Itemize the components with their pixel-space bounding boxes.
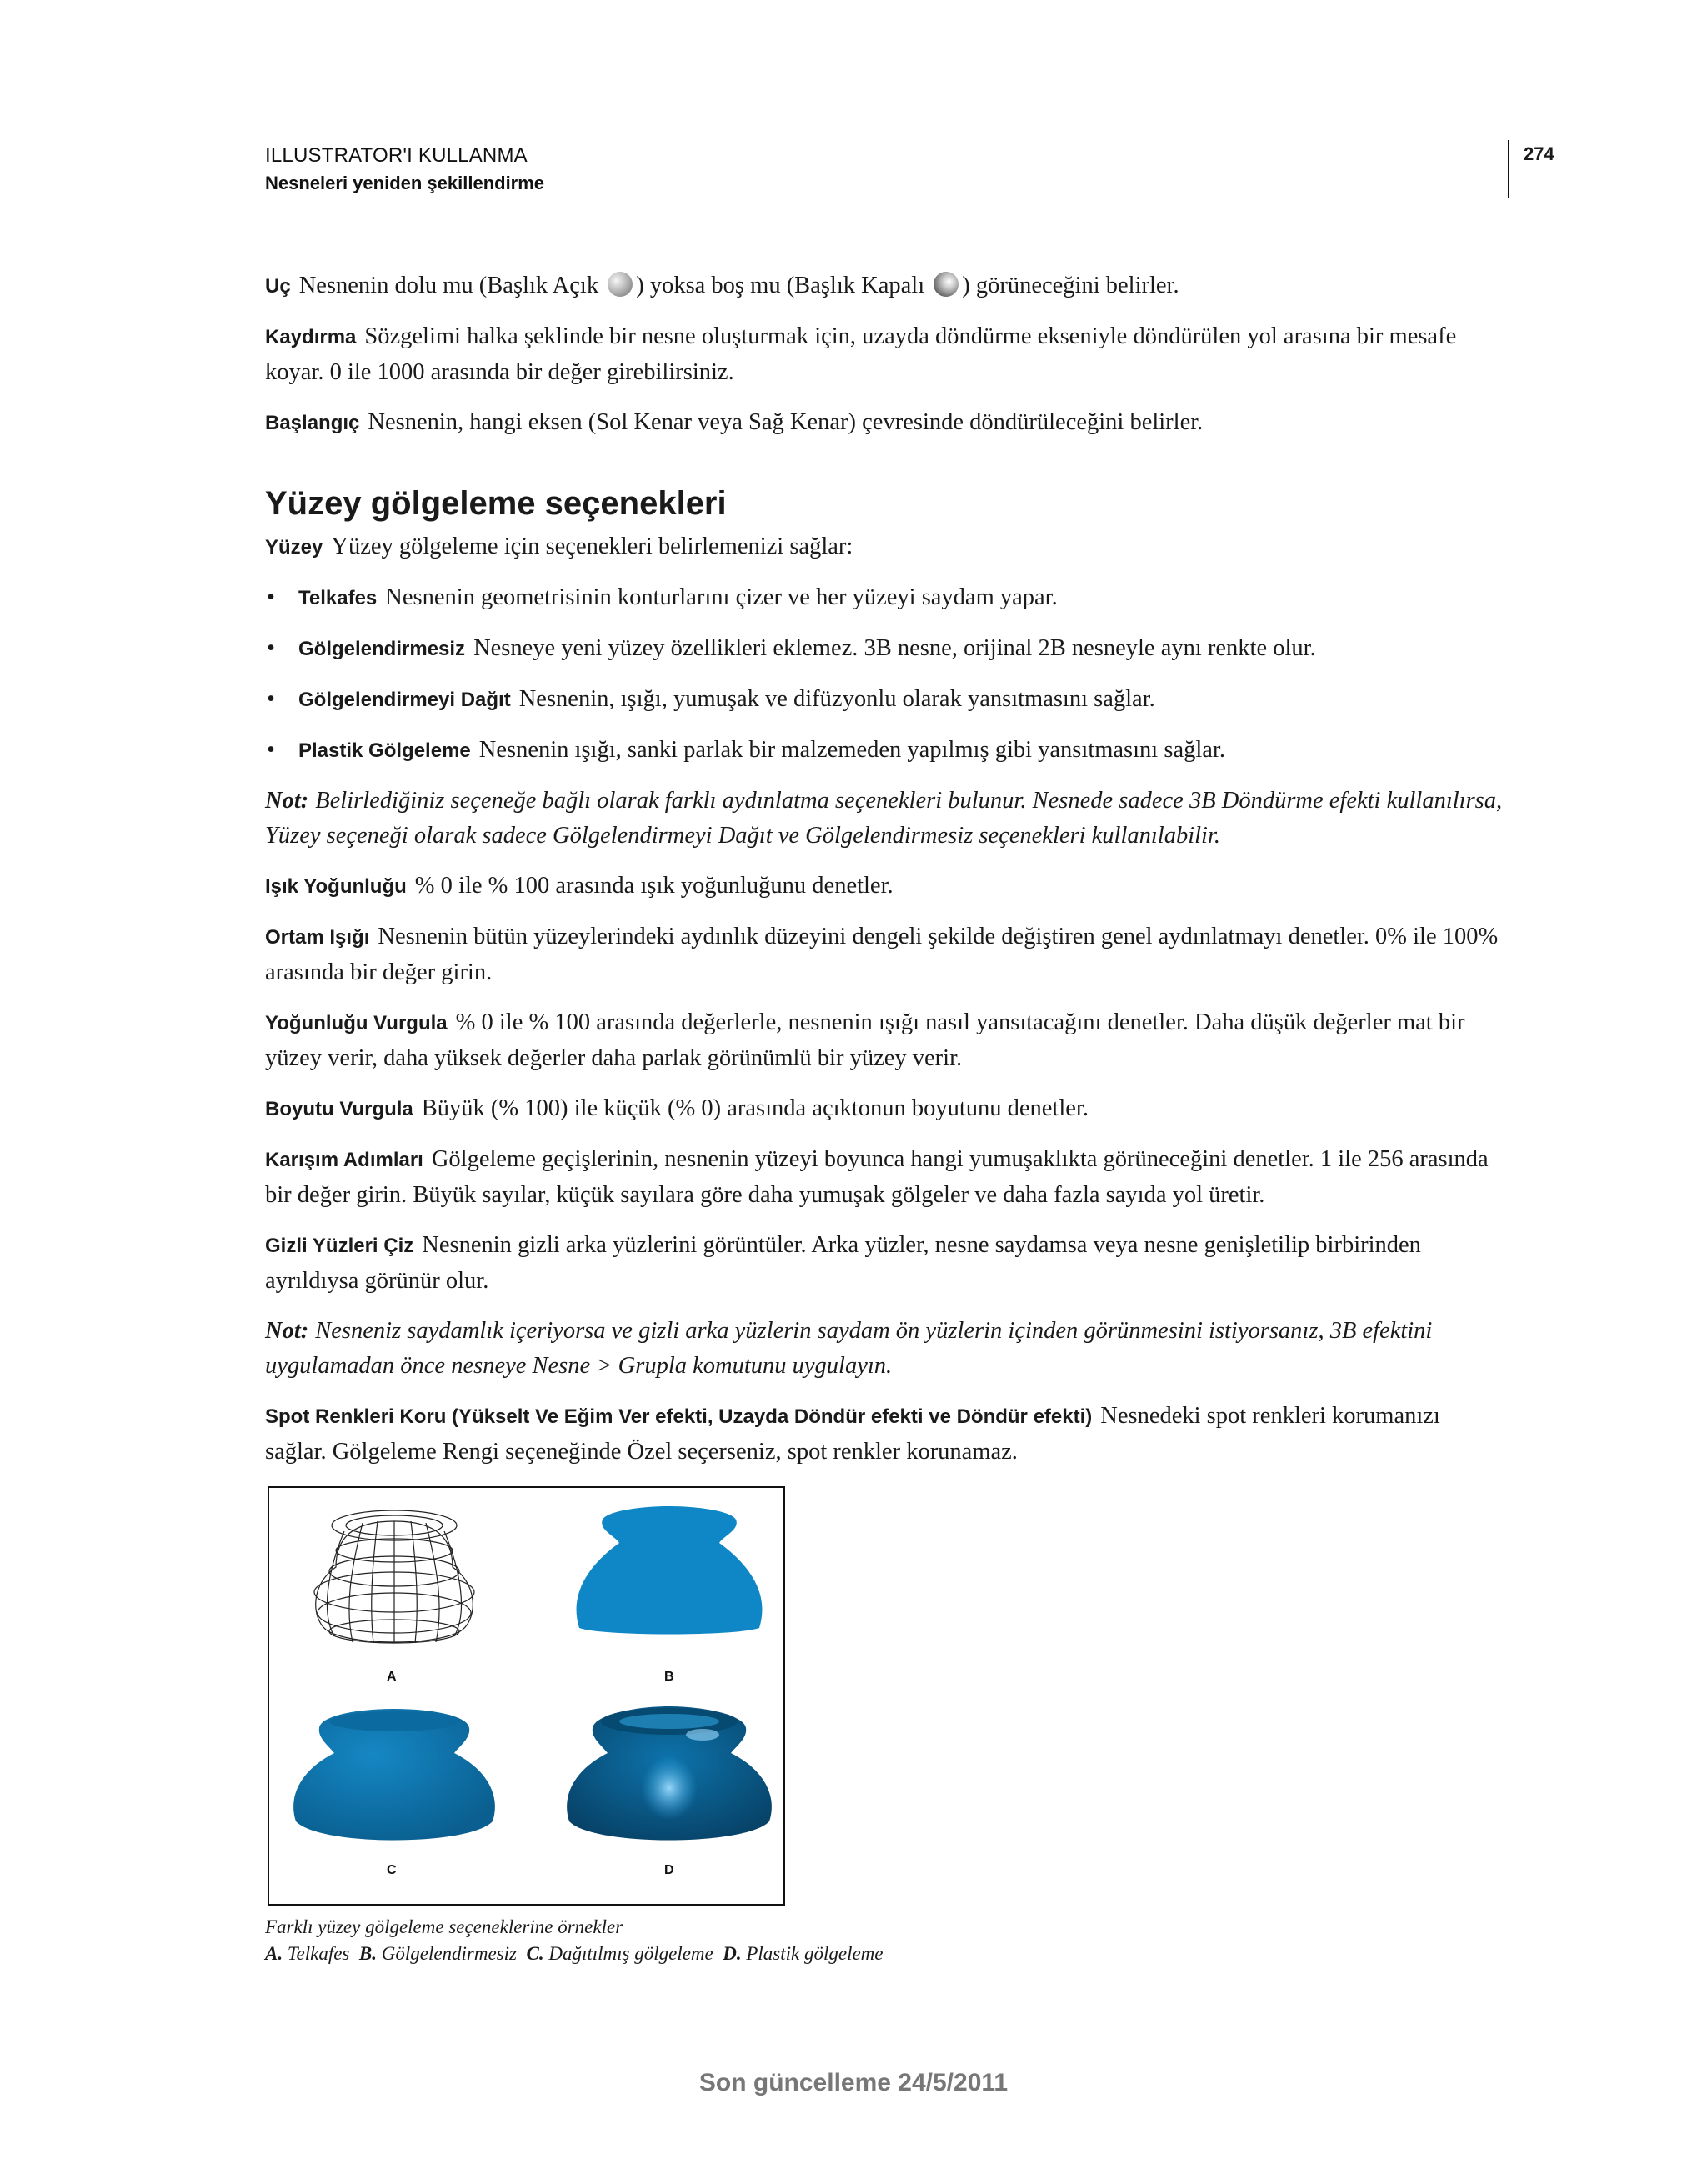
- note-paragraph-2: [265, 1314, 1505, 1384]
- bullet-term: Telkafes: [298, 587, 378, 609]
- highlight-size-term: Boyutu Vurgula: [265, 1098, 413, 1120]
- surface-paragraph: [265, 529, 1505, 565]
- surface-term: Yüzey: [265, 536, 323, 559]
- wireframe-pot: [314, 1510, 474, 1643]
- ambient-light-paragraph: [265, 919, 1505, 990]
- list-item: [265, 580, 1505, 616]
- from-text: Nesnenin, hangi eksen (Sol Kenar veya Sağ Kenar) çevresinde döndürüleceğini belirler.: [368, 409, 1204, 435]
- blend-steps-paragraph: [265, 1142, 1505, 1213]
- figure-label-a: A: [387, 1670, 397, 1684]
- highlight-intensity-term: Yoğunluğu Vurgula: [265, 1012, 448, 1034]
- cap-paragraph: [265, 268, 1505, 304]
- caption-letter: A.: [265, 1943, 283, 1964]
- draw-hidden-text: Nesnenin gizli arka yüzlerini görüntüler. Arka yüzler, nesne saydamsa veya nesne genişletilip birbirinden ayrıldıysa görünür olur.: [265, 1232, 1421, 1294]
- page-number: 274: [1524, 143, 1554, 164]
- note-label: Not:: [265, 1318, 309, 1344]
- cap-term: Uç: [265, 275, 291, 298]
- figure-label-b: B: [664, 1670, 674, 1684]
- bullet-term: Gölgelendirmesiz: [298, 638, 466, 660]
- caption-item: Dağıtılmış gölgeleme: [548, 1943, 713, 1964]
- blend-steps-term: Karışım Adımları: [265, 1149, 423, 1171]
- caption-letter: D.: [723, 1943, 742, 1964]
- note-label: Not:: [265, 788, 309, 814]
- caption-item: Telkafes: [287, 1943, 350, 1964]
- highlight-intensity-paragraph: [265, 1005, 1505, 1076]
- page-content: [265, 268, 1505, 1485]
- header-rule: [1508, 140, 1509, 198]
- surface-text: Yüzey gölgeleme için seçenekleri belirlemenizi sağlar:: [331, 533, 854, 559]
- plastic-pot: [567, 1706, 772, 1841]
- offset-paragraph: [265, 319, 1505, 390]
- bullet-term: Plastik Gölgeleme: [298, 739, 471, 762]
- bullet-text: Nesnenin ışığı, sanki parlak bir malzemeden yapılmış gibi yansıtmasını sağlar.: [478, 737, 1225, 763]
- highlight-size-text: Büyük (% 100) ile küçük (% 0) arasında açıktonun boyutunu denetler.: [421, 1095, 1089, 1121]
- note-text: Belirlediğiniz seçeneğe bağlı olarak farklı aydınlatma seçenekleri bulunur. Nesnede sadece 3B Döndürme efekti kullanılırsa, Yüzey seçeneği olarak sadece Gölgelendirmeyi Dağıt ve Gölgelendirmesiz seçenekleri kullanılabilir.: [265, 788, 1503, 849]
- bullet-text: Nesnenin geometrisinin konturlarını çizer ve her yüzeyi saydam yapar.: [385, 584, 1058, 610]
- cap-text-1: Nesnenin dolu mu (Başlık Açık: [298, 273, 599, 298]
- figure-label-d: D: [664, 1863, 674, 1877]
- draw-hidden-term: Gizli Yüzleri Çiz: [265, 1235, 414, 1257]
- ambient-light-term: Ortam Işığı: [265, 926, 370, 949]
- light-intensity-paragraph: [265, 869, 1505, 904]
- spot-colors-text: Nesnedeki spot renkleri korumanızı sağlar. Gölgeleme Rengi seçeneğinde Özel seçerseniz, spot renkler korunamaz.: [265, 1403, 1440, 1465]
- draw-hidden-paragraph: [265, 1228, 1505, 1299]
- bullet-term: Gölgelendirmeyi Dağıt: [298, 689, 511, 711]
- list-item: [265, 682, 1505, 718]
- bullet-icon: •: [267, 737, 275, 763]
- list-item: [265, 733, 1505, 769]
- blend-steps-text: Gölgeleme geçişlerinin, nesnenin yüzeyi boyunca hangi yumuşaklıkta görüneceğini denetler. 1 ile 256 arasında bir değer girin. Büyük sayılar, küçük sayılara göre daha yumuşak gölgeler ve daha fazla sayıda yol üretir.: [265, 1146, 1489, 1208]
- ambient-light-text: Nesnenin bütün yüzeylerindeki aydınlık düzeyini dengeli şekilde değiştiren genel aydınlatmayı denetler. 0% ile 100% arasında bir değer girin.: [265, 924, 1499, 985]
- highlight-size-paragraph: [265, 1091, 1505, 1127]
- from-term: Başlangıç: [265, 412, 360, 434]
- cap-off-icon: [934, 272, 959, 297]
- figure-caption: [265, 1914, 884, 1967]
- from-paragraph: [265, 405, 1505, 441]
- offset-term: Kaydırma: [265, 326, 357, 348]
- section-heading: Yüzey gölgeleme seçenekleri: [265, 485, 727, 522]
- note-paragraph-1: [265, 784, 1505, 854]
- cap-text-3: ) görüneceğini belirler.: [962, 273, 1179, 298]
- running-header: [265, 144, 544, 194]
- caption-item: Plastik gölgeleme: [746, 1943, 884, 1964]
- caption-item: Gölgelendirmesiz: [381, 1943, 517, 1964]
- spot-colors-paragraph: [265, 1399, 1505, 1470]
- caption-letter: C.: [526, 1943, 544, 1964]
- figure-label-c: C: [387, 1863, 397, 1877]
- bullet-icon: •: [267, 635, 275, 661]
- list-item: [265, 631, 1505, 667]
- figure-illustration: [269, 1488, 787, 1907]
- bullet-text: Nesneye yeni yüzey özellikleri eklemez. 3B nesne, orijinal 2B nesneyle aynı renkte olur.: [473, 635, 1316, 661]
- shading-examples-figure: [268, 1486, 785, 1906]
- offset-text: Sözgelimi halka şeklinde bir nesne oluşturmak için, uzayda döndürme ekseniyle döndürülen yol arasına bir mesafe koyar. 0 ile 1000 arasında bir değer girebilirsiniz.: [265, 323, 1457, 385]
- last-updated-footer: Son güncelleme 24/5/2011: [698, 2069, 1009, 2096]
- light-intensity-text: % 0 ile % 100 arasında ışık yoğunluğunu denetler.: [414, 873, 894, 899]
- flat-pot: [577, 1506, 763, 1635]
- bullet-icon: •: [267, 686, 275, 712]
- diffuse-pot: [293, 1709, 495, 1841]
- caption-letter: B.: [358, 1943, 377, 1964]
- section-subtitle: Nesneleri yeniden şekillendirme: [265, 173, 545, 193]
- light-intensity-term: Işık Yoğunluğu: [265, 875, 407, 898]
- surface-options-list: [265, 580, 1505, 769]
- bullet-text: Nesnenin, ışığı, yumuşak ve difüzyonlu olarak yansıtmasını sağlar.: [518, 686, 1155, 712]
- cap-on-icon: [608, 272, 633, 297]
- caption-title: Farklı yüzey gölgeleme seçeneklerine örnekler: [265, 1916, 623, 1937]
- chapter-title: ILLUSTRATOR'I KULLANMA: [265, 144, 528, 167]
- caption-legend: [265, 1941, 884, 1967]
- highlight-intensity-text: % 0 ile % 100 arasında değerlerle, nesnenin ışığı nasıl yansıtacağını denetler. Daha düşük değerler mat bir yüzey verir, daha yüksek değerler daha parlak görünümlü bir yüzey verir.: [265, 1009, 1465, 1071]
- bullet-icon: •: [267, 584, 275, 610]
- note-text: Nesneniz saydamlık içeriyorsa ve gizli arka yüzlerin saydam ön yüzlerin içinden görünmesini istiyorsanız, 3B efektini uygulamadan önce nesneye Nesne > Grupla komutunu uygulayın.: [265, 1318, 1433, 1379]
- cap-text-2: ) yoksa boş mu (Başlık Kapalı: [636, 273, 925, 298]
- spot-colors-term: Spot Renkleri Koru (Yükselt Ve Eğim Ver efekti, Uzayda Döndür efekti ve Döndür efekti): [265, 1405, 1093, 1428]
